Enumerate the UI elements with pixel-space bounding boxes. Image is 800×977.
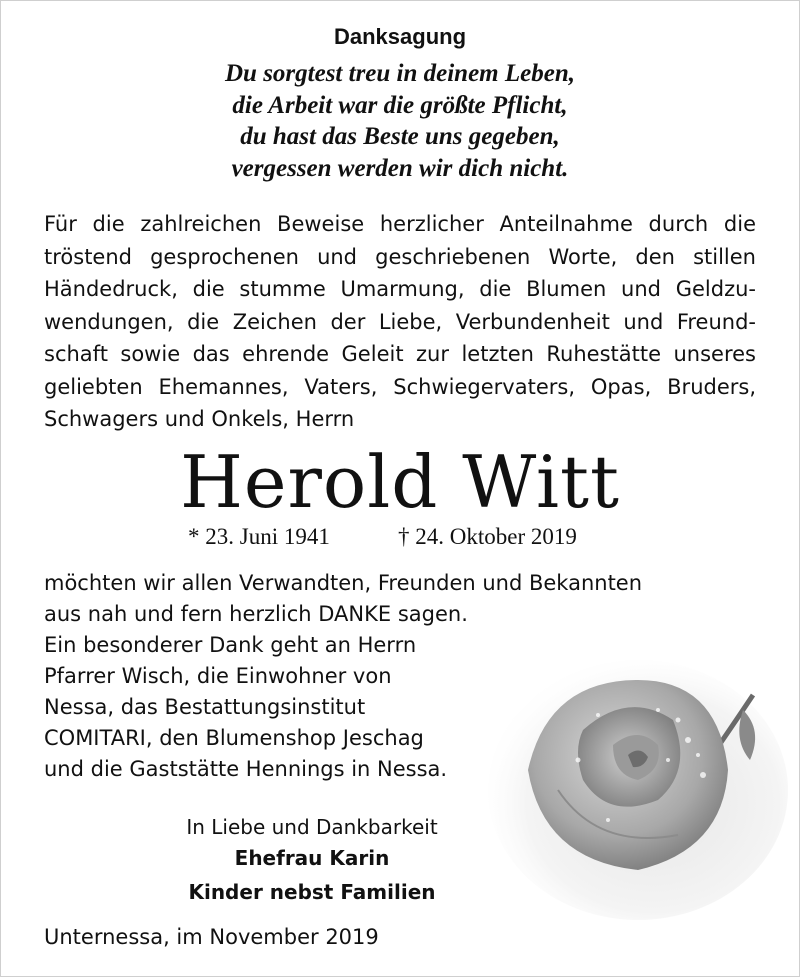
closing-line: COMITARI, den Blumenshop Jeschag (44, 726, 424, 750)
place-date: Unternessa, im November 2019 (44, 925, 379, 949)
paragraph-line: tröstend gesprochenen und geschriebenen Worte, den stillen (44, 244, 756, 269)
closing-line: Nessa, das Bestattungsinstitut (44, 695, 366, 719)
closing-line: Ein besonderer Dank geht an Herrn (44, 633, 417, 657)
birth-date: * 23. Juni 1941 (188, 524, 330, 549)
paragraph-line: Schwagers und Onkels, Herrn (44, 407, 355, 431)
closing-line: und die Gaststätte Hennings in Nessa. (44, 757, 448, 781)
deceased-name: Herold Witt (180, 440, 620, 524)
paragraph-line: Für die zahlreichen Beweise herzlicher Anteilnahme durch die (44, 212, 756, 236)
poem (0, 58, 800, 184)
paragraph-line: Händedruck, die stumme Umarmung, die Blumen und Geldzu- (44, 277, 756, 301)
signoff-spouse: Ehefrau Karin (234, 846, 390, 870)
heading: Danksagung (333, 24, 467, 49)
paragraph-line: wendungen, die Zeichen der Liebe, Verbundenheit und Freund- (44, 309, 756, 334)
closing-paragraph (44, 568, 642, 785)
poem-line: Du sorgtest treu in deinem Leben, (224, 60, 575, 87)
closing-line: möchten wir allen Verwandten, Freunden und Bekannten (44, 571, 643, 595)
closing-line: aus nah und fern herzlich DANKE sagen. (44, 602, 468, 626)
poem-line: du hast das Beste uns gegeben, (240, 123, 560, 150)
paragraph-line: schaft sowie das ehrende Geleit zur letzten Ruhestätte unseres (44, 342, 756, 366)
death-date: † 24. Oktober 2019 (398, 524, 577, 549)
poem-line: vergessen werden wir dich nicht. (231, 154, 569, 182)
signoff-greeting: In Liebe und Dankbarkeit (186, 815, 438, 839)
poem-line: die Arbeit war die größte Pflicht, (232, 91, 568, 119)
paragraph-line: geliebten Ehemannes, Vaters, Schwiegervaters, Opas, Bruders, (44, 374, 756, 399)
signoff-family: Kinder nebst Familien (188, 880, 436, 904)
closing-line: Pfarrer Wisch, die Einwohner von (44, 664, 392, 688)
thanks-paragraph (44, 208, 756, 436)
